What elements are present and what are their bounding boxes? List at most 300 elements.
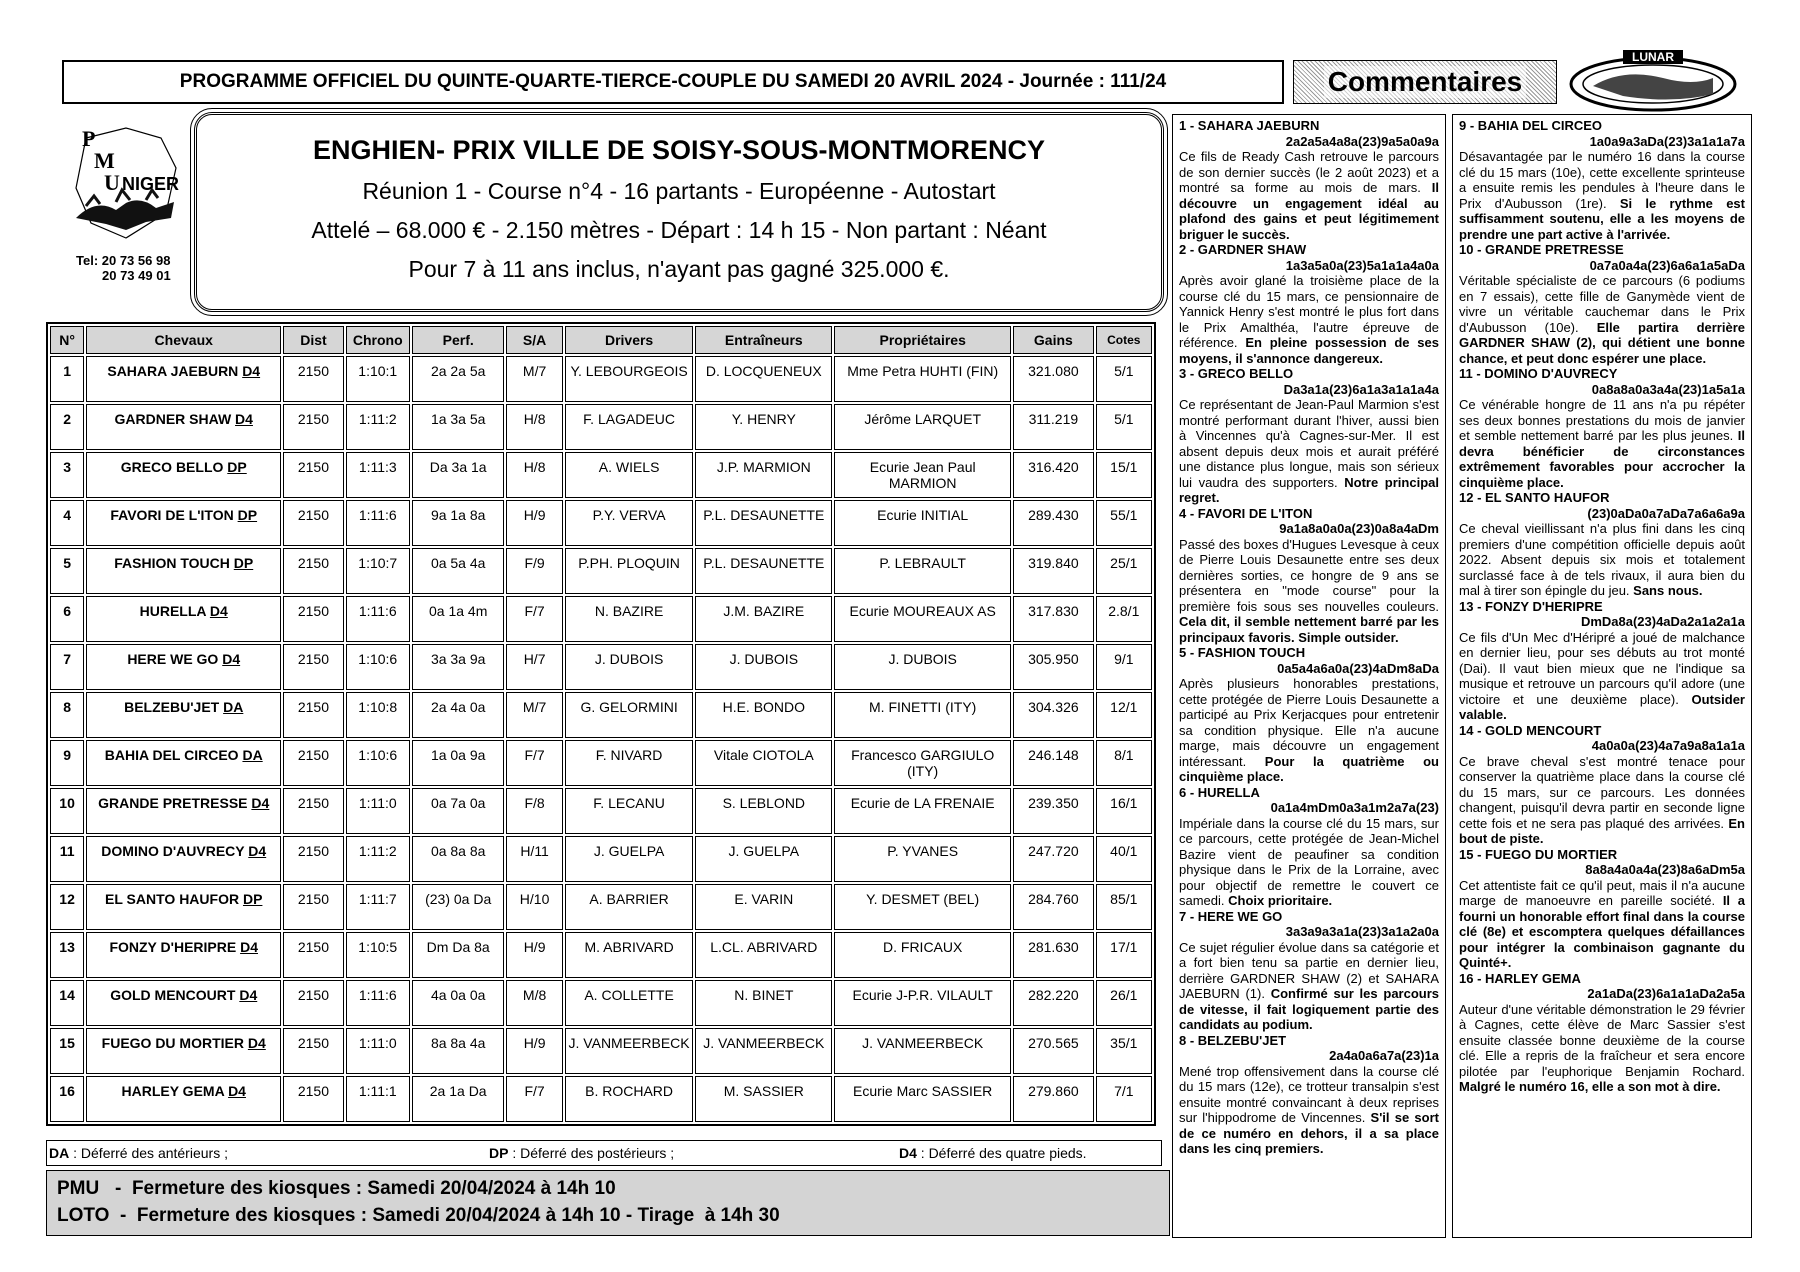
table-header-cell: N° [50, 326, 84, 354]
table-row [50, 548, 1152, 594]
tel-line-2: 20 73 49 01 [102, 268, 171, 283]
cell-cote: 15/1 [1096, 452, 1152, 498]
cell-gains: 246.148 [1013, 740, 1093, 786]
table-header-cell: Propriétaires [834, 326, 1011, 354]
cell-owner: Ecurie INITIAL [834, 500, 1011, 546]
shoe-code: D4 [209, 603, 228, 619]
shoe-code: D4 [251, 795, 270, 811]
cell-trainer: Vitale CIOTOLA [695, 740, 832, 786]
cell-trainer: J. GUELPA [695, 836, 832, 882]
cell-perf: Dm Da 8a [412, 932, 505, 978]
cell-dist: 2150 [283, 932, 343, 978]
comment-form-code: (23)0aDa0a7aDa7a6a6a9a [1587, 505, 1745, 521]
table-header-cell: Drivers [565, 326, 694, 354]
cell-cote: 40/1 [1096, 836, 1152, 882]
table-header-cell: Chrono [346, 326, 410, 354]
cell-n: 5 [50, 548, 84, 594]
runners-table [46, 322, 1156, 1126]
shoe-code: DP [237, 507, 258, 523]
shoe-code: DP [233, 555, 254, 571]
cell-cote: 17/1 [1096, 932, 1152, 978]
shoe-legend [46, 1140, 1162, 1166]
cell-owner: Ecurie Jean Paul MARMION [834, 452, 1011, 498]
cell-driver: M. ABRIVARD [565, 932, 694, 978]
legend-da: DA : Déferré des antérieurs ; [49, 1145, 228, 1161]
cell-perf: 4a 0a 0a [412, 980, 505, 1026]
table-row [50, 500, 1152, 546]
comment-text [1459, 1002, 1745, 1095]
horse-name: HURELLA [139, 603, 207, 619]
cell-driver: J. DUBOIS [565, 644, 694, 690]
cell-sa: H/11 [506, 836, 562, 882]
cell-cote: 8/1 [1096, 740, 1152, 786]
cell-dist: 2150 [283, 788, 343, 834]
cell-perf: (23) 0a Da [412, 884, 505, 930]
comment-form-code: 0a8a8a0a3a4a(23)1a5a1a [1591, 381, 1745, 397]
cell-sa: H/9 [506, 932, 562, 978]
comment-text [1179, 676, 1439, 785]
comment-entry [1459, 242, 1745, 366]
comment-form-code: Da3a1a(23)6a1a3a1a1a4a [1283, 381, 1439, 397]
comment-text [1459, 878, 1745, 971]
comment-text [1459, 630, 1745, 723]
comment-horse: 4 - FAVORI DE L'ITON [1179, 505, 1313, 521]
comment-form-code: 3a3a9a3a1a(23)3a1a2a0a [1285, 924, 1439, 939]
cell-driver: J. GUELPA [565, 836, 694, 882]
cell-driver: F. LAGADEUC [565, 404, 694, 450]
cell-driver: A. COLLETTE [565, 980, 694, 1026]
comment-entry [1459, 599, 1745, 723]
horse-name: HARLEY GEMA [121, 1083, 225, 1099]
comment-verdict: Cela dit, il semble nettement barré par les principaux favoris. Simple outsider. [1179, 614, 1439, 645]
cell-n: 2 [50, 404, 84, 450]
comment-body: Ce sujet régulier évolue dans sa catégorie et a fort bien tenu sa partie en dernier lieu, derrière GARDNER SHAW (2) et SAHARA JAEBURN (1). [1179, 939, 1439, 1001]
logo-brand: NIGER [122, 174, 180, 194]
cell-n: 3 [50, 452, 84, 498]
cell-sa: H/8 [506, 404, 562, 450]
horse-name: BAHIA DEL CIRCEO [104, 747, 239, 763]
cell-chrono: 1:11:6 [346, 596, 410, 642]
comment-horse: 6 - HURELLA [1179, 784, 1260, 800]
cell-driver: F. NIVARD [565, 740, 694, 786]
legend-dp: DP : Déferré des postérieurs ; [489, 1145, 675, 1161]
cell-trainer: J.P. MARMION [695, 452, 832, 498]
comment-verdict: Il découvre un engagement idéal au plafond des gains et peut légitimement briguer le succès. [1179, 180, 1439, 242]
horse-name-cell [86, 1028, 281, 1074]
cell-perf: 0a 1a 4m [412, 596, 505, 642]
horse-name: GRECO BELLO [120, 459, 224, 475]
race-line-3: Pour 7 à 11 ans inclus, n'ayant pas gagné 325.000 €. [408, 256, 950, 282]
comment-form-code: 0a7a0a4a(23)6a6a1a5aDa [1589, 257, 1745, 273]
cell-n: 16 [50, 1076, 84, 1122]
cell-gains: 270.565 [1013, 1028, 1093, 1074]
cell-dist: 2150 [283, 452, 343, 498]
comment-horse: 1 - SAHARA JAEBURN [1179, 118, 1320, 133]
cell-chrono: 1:11:0 [346, 788, 410, 834]
comment-entry [1179, 909, 1439, 1033]
comment-entry [1179, 242, 1439, 366]
cell-sa: M/8 [506, 980, 562, 1026]
comment-entry [1179, 366, 1439, 506]
horse-name: GRANDE PRETRESSE [98, 795, 248, 811]
cell-perf: 2a 1a Da [412, 1076, 505, 1122]
cell-sa: H/8 [506, 452, 562, 498]
cell-trainer: D. LOCQUENEUX [695, 356, 832, 402]
comment-text [1179, 940, 1439, 1033]
comment-form-code: 4a0a0a(23)4a7a9a8a1a1a [1591, 738, 1745, 753]
cell-dist: 2150 [283, 356, 343, 402]
table-row [50, 452, 1152, 498]
shoe-code: D4 [228, 1083, 246, 1099]
comment-horse: 15 - FUEGO DU MORTIER [1459, 846, 1618, 862]
comment-entry [1179, 785, 1439, 909]
cell-sa: H/9 [506, 500, 562, 546]
comment-horse: 7 - HERE WE GO [1179, 908, 1283, 924]
comment-horse: 14 - GOLD MENCOURT [1459, 722, 1602, 738]
cell-gains: 311.219 [1013, 404, 1093, 450]
cell-chrono: 1:11:7 [346, 884, 410, 930]
cell-n: 11 [50, 836, 84, 882]
cell-dist: 2150 [283, 1028, 343, 1074]
comment-entry [1459, 723, 1745, 847]
cell-owner: M. FINETTI (ITY) [834, 692, 1011, 738]
cell-dist: 2150 [283, 980, 343, 1026]
comment-horse: 16 - HARLEY GEMA [1459, 970, 1581, 986]
comment-text [1459, 521, 1745, 599]
cell-driver: B. ROCHARD [565, 1076, 694, 1122]
cell-perf: 1a 0a 9a [412, 740, 505, 786]
cell-chrono: 1:10:1 [346, 356, 410, 402]
comment-form-code: 9a1a8a0a0a(23)0a8a4aDm [1279, 521, 1439, 536]
cell-trainer: E. VARIN [695, 884, 832, 930]
cell-n: 1 [50, 356, 84, 402]
table-header-cell: Chevaux [86, 326, 281, 354]
table-row [50, 788, 1152, 834]
cell-cote: 5/1 [1096, 356, 1152, 402]
horse-name: FAVORI DE L'ITON [110, 507, 234, 523]
comment-form-code: 8a8a4a0a4a(23)8a6aDm5a [1585, 862, 1745, 877]
cell-gains: 282.220 [1013, 980, 1093, 1026]
pmu-niger-logo [66, 118, 186, 248]
cell-trainer: J.M. BAZIRE [695, 596, 832, 642]
comment-text [1459, 397, 1745, 490]
cell-driver: A. WIELS [565, 452, 694, 498]
cell-chrono: 1:10:6 [346, 740, 410, 786]
cell-owner: Ecurie J-P.R. VILAULT [834, 980, 1011, 1026]
cell-gains: 284.760 [1013, 884, 1093, 930]
horse-name-cell [86, 836, 281, 882]
pmu-closing-line: PMU - Fermeture des kiosques : Samedi 20/04/2024 à 14h 10 [57, 1178, 616, 1199]
lunar-logo [1563, 48, 1743, 118]
cell-n: 10 [50, 788, 84, 834]
horse-name: DOMINO D'AUVRECY [101, 843, 245, 859]
cell-cote: 85/1 [1096, 884, 1152, 930]
cell-dist: 2150 [283, 596, 343, 642]
cell-gains: 321.080 [1013, 356, 1093, 402]
cell-trainer: M. SASSIER [695, 1076, 832, 1122]
comment-form-code: 2a1aDa(23)6a1a1aDa2a5a [1587, 986, 1745, 1001]
comment-horse: 12 - EL SANTO HAUFOR [1459, 490, 1610, 505]
cell-dist: 2150 [283, 740, 343, 786]
comment-body: Ce cheval vieillissant n'a plus fini dans les cinq premiers d'une compétition officielle depuis août 2022. Absent depuis six mois et totalement surclassé face à de tels rivaux, il aura bien du mal à tirer son épingle du jeu. [1459, 521, 1745, 598]
table-header-cell: Cotes [1096, 326, 1152, 354]
cell-n: 14 [50, 980, 84, 1026]
comment-verdict: S'il se sort de ce numéro en dehors, il a sa place dans les cinq premiers. [1179, 1110, 1439, 1156]
cell-perf: 3a 3a 9a [412, 644, 505, 690]
cell-owner: Jérôme LARQUET [834, 404, 1011, 450]
horse-name-cell [86, 980, 281, 1026]
cell-owner: P. YVANES [834, 836, 1011, 882]
table-header-cell: S/A [506, 326, 562, 354]
cell-chrono: 1:10:5 [346, 932, 410, 978]
cell-dist: 2150 [283, 500, 343, 546]
cell-perf: 0a 8a 8a [412, 836, 505, 882]
horse-name-cell [86, 1076, 281, 1122]
comment-text [1179, 397, 1439, 506]
horse-name-cell [86, 548, 281, 594]
cell-trainer: N. BINET [695, 980, 832, 1026]
cell-driver: G. GELORMINI [565, 692, 694, 738]
comment-verdict: En bout de piste. [1459, 815, 1745, 846]
comment-entry [1459, 490, 1745, 599]
cell-trainer: P.L. DESAUNETTE [695, 548, 832, 594]
logo-letter-m: M [94, 148, 115, 173]
horse-name-cell [86, 644, 281, 690]
cell-chrono: 1:10:7 [346, 548, 410, 594]
table-header-cell: Dist [283, 326, 343, 354]
table-header-cell: Gains [1013, 326, 1093, 354]
horse-name: GOLD MENCOURT [110, 987, 236, 1003]
table-header-cell: Perf. [412, 326, 505, 354]
cell-sa: F/7 [506, 1076, 562, 1122]
comment-entry [1179, 118, 1439, 242]
cell-cote: 2.8/1 [1096, 596, 1152, 642]
kiosk-closing-box [46, 1170, 1170, 1236]
comment-verdict: Malgré le numéro 16, elle a son mot à dire. [1459, 1079, 1721, 1094]
cell-trainer: S. LEBLOND [695, 788, 832, 834]
cell-sa: F/7 [506, 740, 562, 786]
horse-name: FASHION TOUCH [114, 555, 230, 571]
comment-body: Impériale dans la course clé du 15 mars, sur ce parcours, cette protégée de Jean-Michel Bazire vient de peaufiner sa condition physique dans le Prix de la Lorraine, avec pour objectif de remettre le couvert ce samedi. [1179, 815, 1439, 908]
cell-n: 15 [50, 1028, 84, 1074]
comment-verdict: Choix prioritaire. [1228, 893, 1333, 908]
table-row [50, 596, 1152, 642]
cell-cote: 5/1 [1096, 404, 1152, 450]
cell-gains: 279.860 [1013, 1076, 1093, 1122]
comment-entry [1179, 1033, 1439, 1157]
horse-name-cell [86, 404, 281, 450]
horse-name-cell [86, 356, 281, 402]
cell-gains: 305.950 [1013, 644, 1093, 690]
comment-verdict: Outsider valable. [1459, 691, 1745, 722]
comment-body: Ce fils de Ready Cash retrouve le parcours de son dernier succès (le 2 août 2023) et a montré sa forme au mois de mars. [1179, 149, 1439, 195]
shoe-code: DA [242, 747, 263, 763]
cell-chrono: 1:11:2 [346, 836, 410, 882]
cell-owner: J. DUBOIS [834, 644, 1011, 690]
table-row [50, 644, 1152, 690]
lunar-logo-text: LUNAR [1632, 50, 1674, 64]
cell-chrono: 1:11:3 [346, 452, 410, 498]
shoe-code: D4 [222, 651, 241, 667]
cell-perf: 2a 4a 0a [412, 692, 505, 738]
cell-gains: 319.840 [1013, 548, 1093, 594]
cell-cote: 25/1 [1096, 548, 1152, 594]
comment-verdict: En pleine possession de ses moyens, il s'annonce dangereux. [1179, 335, 1439, 366]
cell-owner: Francesco GARGIULO (ITY) [834, 740, 1011, 786]
cell-sa: M/7 [506, 692, 562, 738]
horse-name: HERE WE GO [127, 651, 219, 667]
comments-title: Commentaires [1324, 66, 1527, 98]
comment-form-code: 2a2a5a4a8a(23)9a5a0a9a [1285, 133, 1439, 149]
comment-verdict: Il a fourni un honorable effort final dans la course clé (8e) et escomptera quelques défaillances pour intégrer la combinaison gagnante du Quinté+. [1459, 893, 1745, 970]
cell-sa: F/8 [506, 788, 562, 834]
shoe-code: D4 [235, 411, 253, 427]
cell-cote: 16/1 [1096, 788, 1152, 834]
comment-entry [1459, 118, 1745, 242]
table-header-cell: Entraîneurs [695, 326, 832, 354]
cell-driver: A. BARRIER [565, 884, 694, 930]
cell-owner: Mme Petra HUHTI (FIN) [834, 356, 1011, 402]
comment-entry [1179, 506, 1439, 646]
comment-text [1459, 149, 1745, 242]
comment-horse: 9 - BAHIA DEL CIRCEO [1459, 118, 1603, 133]
horse-name-cell [86, 884, 281, 930]
comment-body: Mené trop offensivement dans la course clé du 15 mars (12e), ce trotteur transalpin s'est ensuite montré convaincant à deux reprises sur l'hippodrome de Vincennes. [1179, 1063, 1439, 1125]
comments-title-box [1293, 60, 1557, 104]
table-row [50, 1076, 1152, 1122]
cell-n: 8 [50, 692, 84, 738]
comment-horse: 2 - GARDNER SHAW [1179, 242, 1307, 257]
tel-line-1: Tel: 20 73 56 98 [76, 253, 171, 268]
cell-perf: 9a 1a 8a [412, 500, 505, 546]
comment-text [1179, 537, 1439, 646]
shoe-code: DA [223, 699, 244, 715]
comment-text [1179, 273, 1439, 366]
cell-perf: Da 3a 1a [412, 452, 505, 498]
comment-entry [1459, 971, 1745, 1095]
runners-table-wrap [46, 322, 1156, 1126]
cell-cote: 12/1 [1096, 692, 1152, 738]
comment-horse: 10 - GRANDE PRETRESSE [1459, 242, 1624, 257]
cell-driver: N. BAZIRE [565, 596, 694, 642]
cell-chrono: 1:11:0 [346, 1028, 410, 1074]
loto-closing-line: LOTO - Fermeture des kiosques : Samedi 20/04/2024 à 14h 10 - Tirage à 14h 30 [57, 1205, 780, 1226]
cell-gains: 239.350 [1013, 788, 1093, 834]
cell-n: 6 [50, 596, 84, 642]
horse-name-cell [86, 500, 281, 546]
comment-entry [1459, 847, 1745, 971]
cell-owner: Ecurie Marc SASSIER [834, 1076, 1011, 1122]
comment-body: Après avoir glané la troisième place de la course clé du 15 mars, ce pensionnaire de Yannick Henry s'est montré le plus fort dans le Prix Amalthéa, l'autre épreuve de référence. [1179, 273, 1439, 350]
cell-owner: Ecurie de LA FRENAIE [834, 788, 1011, 834]
cell-sa: H/7 [506, 644, 562, 690]
table-body [50, 356, 1152, 1122]
cell-chrono: 1:11:2 [346, 404, 410, 450]
race-line-2: Attelé – 68.000 € - 2.150 mètres - Départ : 14 h 15 - Non partant : Néant [311, 217, 1047, 243]
comment-verdict: Pour la quatrième ou cinquième place. [1179, 753, 1439, 784]
shoe-code: D4 [242, 363, 261, 379]
cell-dist: 2150 [283, 884, 343, 930]
table-row [50, 740, 1152, 786]
comment-body: Désavantagée par le numéro 16 dans la course clé du 15 mars (10e), cette excellente sprinteuse a ensuite remis les pendules à l'heure dans le Prix d'Aubusson (1re). [1459, 149, 1745, 211]
table-header-row [50, 326, 1152, 354]
race-info-box [194, 112, 1164, 312]
cell-driver: P.PH. PLOQUIN [565, 548, 694, 594]
horse-name-cell [86, 596, 281, 642]
table-row [50, 932, 1152, 978]
cell-cote: 26/1 [1096, 980, 1152, 1026]
shoe-code: DP [242, 891, 263, 907]
comment-body: Passé des boxes d'Hugues Levesque à ceux de Pierre Louis Desaunette entre ses deux dernières sorties, ce hongre de 9 ans se présentera en "mode course" pour la première fois sous ses nouvelles couleurs. [1179, 536, 1439, 614]
cell-n: 13 [50, 932, 84, 978]
horse-name: FUEGO DU MORTIER [101, 1035, 244, 1051]
page-title: PROGRAMME OFFICIEL DU QUINTE-QUARTE-TIERCE-COUPLE DU SAMEDI 20 AVRIL 2024 - Journée : 111/24 [62, 60, 1284, 104]
cell-driver: J. VANMEERBECK [565, 1028, 694, 1074]
cell-owner: Ecurie MOUREAUX AS [834, 596, 1011, 642]
cell-gains: 317.830 [1013, 596, 1093, 642]
comment-text [1179, 816, 1439, 909]
comment-body: Cet attentiste fait ce qu'il peut, mais il n'a aucune marge de manoeuvre en pareille société. [1459, 877, 1745, 908]
comment-form-code: 2a4a0a6a7a(23)1a [1329, 1048, 1439, 1063]
cell-driver: F. LECANU [565, 788, 694, 834]
comment-form-code: 1a3a5a0a(23)5a1a1a4a0a [1285, 257, 1439, 273]
cell-dist: 2150 [283, 692, 343, 738]
cell-trainer: P.L. DESAUNETTE [695, 500, 832, 546]
horse-name: BELZEBU'JET [124, 699, 220, 715]
cell-n: 9 [50, 740, 84, 786]
comment-verdict: Si le rythme est suffisamment soutenu, elle a les moyens de prendre une part active à l'arrivée. [1459, 195, 1745, 242]
table-row [50, 404, 1152, 450]
cell-gains: 289.430 [1013, 500, 1093, 546]
comment-form-code: 0a5a4a6a0a(23)4aDm8aDa [1277, 660, 1439, 676]
table-row [50, 1028, 1152, 1074]
comment-body: Ce brave cheval s'est montré tenace pour conserver la quatrième place dans la course clé du 15 mars, sur ce parcours. Les données changent, puisqu'il devra partir en seconde ligne cette fois et ne sera pas plaqué des arrivées. [1459, 753, 1745, 831]
comment-horse: 5 - FASHION TOUCH [1179, 645, 1306, 660]
comment-verdict: Sans nous. [1633, 583, 1703, 598]
cell-owner: D. FRICAUX [834, 932, 1011, 978]
cell-perf: 0a 7a 0a [412, 788, 505, 834]
cell-gains: 304.326 [1013, 692, 1093, 738]
shoe-code: D4 [240, 939, 258, 955]
comment-entry [1459, 366, 1745, 490]
cell-chrono: 1:10:6 [346, 644, 410, 690]
cell-chrono: 1:10:8 [346, 692, 410, 738]
comment-form-code: 0a1a4mDm0a3a1m2a7a(23) [1270, 800, 1439, 815]
cell-chrono: 1:11:6 [346, 980, 410, 1026]
cell-driver: Y. LEBOURGEOIS [565, 356, 694, 402]
comments-column-left [1172, 114, 1446, 1238]
cell-trainer: H.E. BONDO [695, 692, 832, 738]
cell-dist: 2150 [283, 548, 343, 594]
table-row [50, 884, 1152, 930]
cell-n: 4 [50, 500, 84, 546]
horse-name-cell [86, 788, 281, 834]
cell-owner: P. LEBRAULT [834, 548, 1011, 594]
horse-name: FONZY D'HERIPRE [109, 939, 237, 955]
cell-trainer: L.CL. ABRIVARD [695, 932, 832, 978]
cell-dist: 2150 [283, 644, 343, 690]
comment-body: Véritable spécialiste de ce parcours (6 podiums en 7 essais), cette fille de Ganymède vient de vivre un véritable cauchemar dans le Prix d'Aubusson (10e). [1459, 273, 1745, 335]
cell-cote: 55/1 [1096, 500, 1152, 546]
comment-horse: 11 - DOMINO D'AUVRECY [1459, 366, 1618, 381]
race-line-1: Réunion 1 - Course n°4 - 16 partants - Européenne - Autostart [362, 178, 996, 204]
comment-horse: 8 - BELZEBU'JET [1179, 1032, 1287, 1048]
comment-body: Ce fils d'Un Mec d'Héripré a joué de malchance en dernier lieu, pour ses débuts au trot monté (Dai). Il vaut bien mieux que ne l'indique sa musique et retrouve un parcours qu'il adore (une victoire et une deuxième place). [1459, 629, 1745, 707]
cell-cote: 9/1 [1096, 644, 1152, 690]
cell-owner: J. VANMEERBECK [834, 1028, 1011, 1074]
comment-horse: 13 - FONZY D'HERIPRE [1459, 598, 1603, 614]
cell-sa: F/9 [506, 548, 562, 594]
